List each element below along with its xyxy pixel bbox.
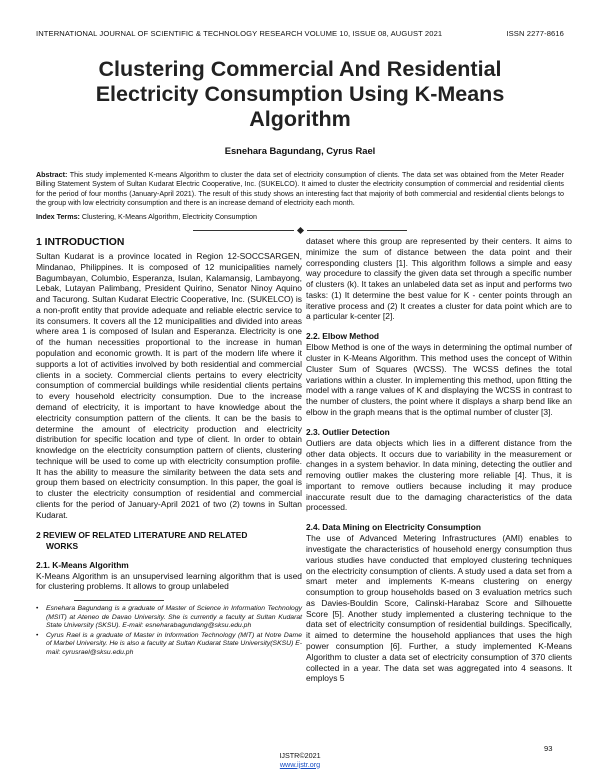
kmeans-heading: 2.1. K-Means Algorithm (36, 559, 129, 570)
footnote-item: • Esnehara Bagundang is a graduate of Master of Science in Information Technology (MSIT) at Ateneo de Davao University. She is currently a faculty at Sultan Kudarat State University (SKSU). E-mail: esneharabagundang@sksu.edu.ph (36, 605, 302, 631)
paper-title: Clustering Commercial And Residential Electricity Consumption Using K-Means Algorithm (95, 57, 505, 131)
page-footer (0, 752, 600, 769)
right-column (306, 236, 572, 684)
outlier-heading: 2.3. Outlier Detection (306, 426, 390, 437)
separator-line-right (307, 230, 408, 231)
review-heading-line1: 2 REVIEW OF RELATED LITERATURE AND RELATED (36, 529, 248, 540)
issn: ISSN 2277-8616 (506, 29, 564, 38)
diamond-icon (296, 227, 303, 234)
review-heading-line2: WORKS (46, 540, 79, 551)
page-number: 93 (544, 744, 553, 753)
intro-body: Sultan Kudarat is a province located in Region 12-SOCCSARGEN, Mindanao, Philippines. It is composed of 12 municipalities namely Bagumbayan, Columbio, Esperanza, Isulan, Kalamansig, Lambayong, Lebak, Lutayan Palimbang, President Quirino, Senator Ninoy Aquino and Tacurong. Sultan Kudarat Electric Cooperative, Inc. (SUKELCO) is a non-profit entity that provide adequate and reliable electric service to its consumers. It covers all the 12 municipalities and divided into areas where area 1 is composed of Isulan and Esperanza. Electricity is one of the human necessities proportional to the increase in human population and economic growth. It is part of the modern life where it supports a lot of activities involved by both residential and commercial clients in a society. Commercial clients pertains to every electricity consumption of commercial buildings while residential clients pertains to every household electricity consumption. Due to the increase demand of electricity, it is important to have knowledge about the electricity consumption pattern of the clients. It can be the basis to determine the amount of electricity production and electricity distribution for specific location and type of client. In order to obtain knowledge on the electricity consumption pattern of clients, clustering technique will be used to come up with electricity consumption profile. It has the ability to measure the similarity between the data sets and group them based on electricity consumption. In this paper, the goal is to cluster the electricity consumption of residential and commercial clients for the period of January-April 2021 of two (2) towns in Sultan Kudarat. (36, 251, 302, 520)
kmeans-body-right: dataset where this group are represented by their centers. It aims to minimize the sum of distance between the data point and their corresponding clusters [1]. This algorithm follows a simple and easy way procedure to classify the given data set through a specific number of clusters (k). It takes an unlabeled data set as input and performs two tasks: (1) It determine the best value for K - center points through an iterative process and (2) It creates a cluster for data point which are to a particular k-center [2]. (306, 236, 572, 322)
outlier-body: Outliers are data objects which lies in a different distance from the other data objects. It occurs due to variability in the measurement or changes in a system behavior. In data mining, detecting the outlier and removing outlier makes the clustering more reliable [4]. Thus, it is important to remove outliers because including it may produce inaccurate result due to the damaging characteristics of the data processed. (306, 437, 572, 513)
index-terms (36, 213, 564, 222)
intro-heading: 1 INTRODUCTION (36, 237, 125, 248)
footnote-rule (74, 600, 164, 601)
abstract (36, 171, 564, 208)
separator-line-left (193, 230, 294, 231)
review-heading (36, 530, 302, 552)
kmeans-body-left: K-Means Algorithm is an unsupervised learning algorithm that is used for clustering problems. It allows to group unlabeled (36, 570, 302, 592)
abstract-label: Abstract: (36, 171, 68, 179)
authors: Esnehara Bagundang, Cyrus Rael (224, 145, 376, 156)
elbow-heading: 2.2. Elbow Method (306, 331, 380, 342)
running-header (36, 29, 564, 38)
journal-url-link[interactable]: www.ijstr.org (279, 759, 321, 769)
index-terms-text: Clustering, K-Means Algorithm, Electricity Consumption (81, 213, 257, 221)
abstract-text: This study implemented K-means Algorithm to cluster the data set of electricity consumption of clients. The data set was obtained from the Meter Reader Billing Statement System of Sultan Kudarat Electric Cooperative, Inc. (SUKELCO). It aimed to cluster the electricity consumption of commercial and residential clients for the period of four months (January-April 2021). The result of this study shows an interesting fact that majority of both commercial and residential clients belongs to the group with low electricity consumption and there is an increase demand of electricity each month. (36, 171, 564, 207)
index-terms-label: Index Terms: (36, 213, 80, 221)
section-separator (193, 228, 407, 233)
copyright: IJSTR©2021 (279, 751, 321, 760)
footnotes (36, 605, 302, 658)
left-column (36, 236, 302, 659)
journal-info: INTERNATIONAL JOURNAL OF SCIENTIFIC & TECHNOLOGY RESEARCH VOLUME 10, ISSUE 08, AUGUST 2021 (36, 29, 443, 38)
footnote-item: • Cyrus Rael is a graduate of Master in Information Technology (MIT) at Notre Dame of Marbel University. He is also a faculty at Sultan Kudarat State University(SKSU) E-mail: cyrusrael@sksu.edu.ph (36, 632, 302, 658)
elbow-body: Elbow Method is one of the ways in determining the optimal number of cluster in K-Means Algorithm. This method uses the concept of Within Cluster Sum of Squares (WCSS). The WCSS defines the total variations within a cluster. In implementing this method, upon fitting the model with a range values of K and displaying the WCSS in contrast to the number of clusters, the point where it displays a sharp bend like an elbow in the graph means that is the optimal number of cluster [3]. (306, 342, 572, 417)
mining-heading: 2.4. Data Mining on Electricity Consumption (306, 522, 481, 533)
mining-body: The use of Advanced Metering Infrastructures (AMI) enables to investigate the characteristics of household energy consumption thus various studies have conducted that employed clustering techniques on the electricity consumption of clients. A study used a data set from a smart meter and implements K-means clustering on energy consumption to group households based on 3 evaluation metrics such as Davies-Bouldin Score, Calinski-Harabaz Score and Silhouette Score [5]. Another study implemented a clustering technique to the data set of electricity consumption of residential buildings. Specifically, it aimed to determine the household appliances that uses the high power consumption [6]. Further, a study implemented K-Means Algorithm to cluster a data set of electricity consumption of 370 clients collected in a year. The data set was aggregated into 4 seasons. It employs 5 (306, 533, 572, 684)
